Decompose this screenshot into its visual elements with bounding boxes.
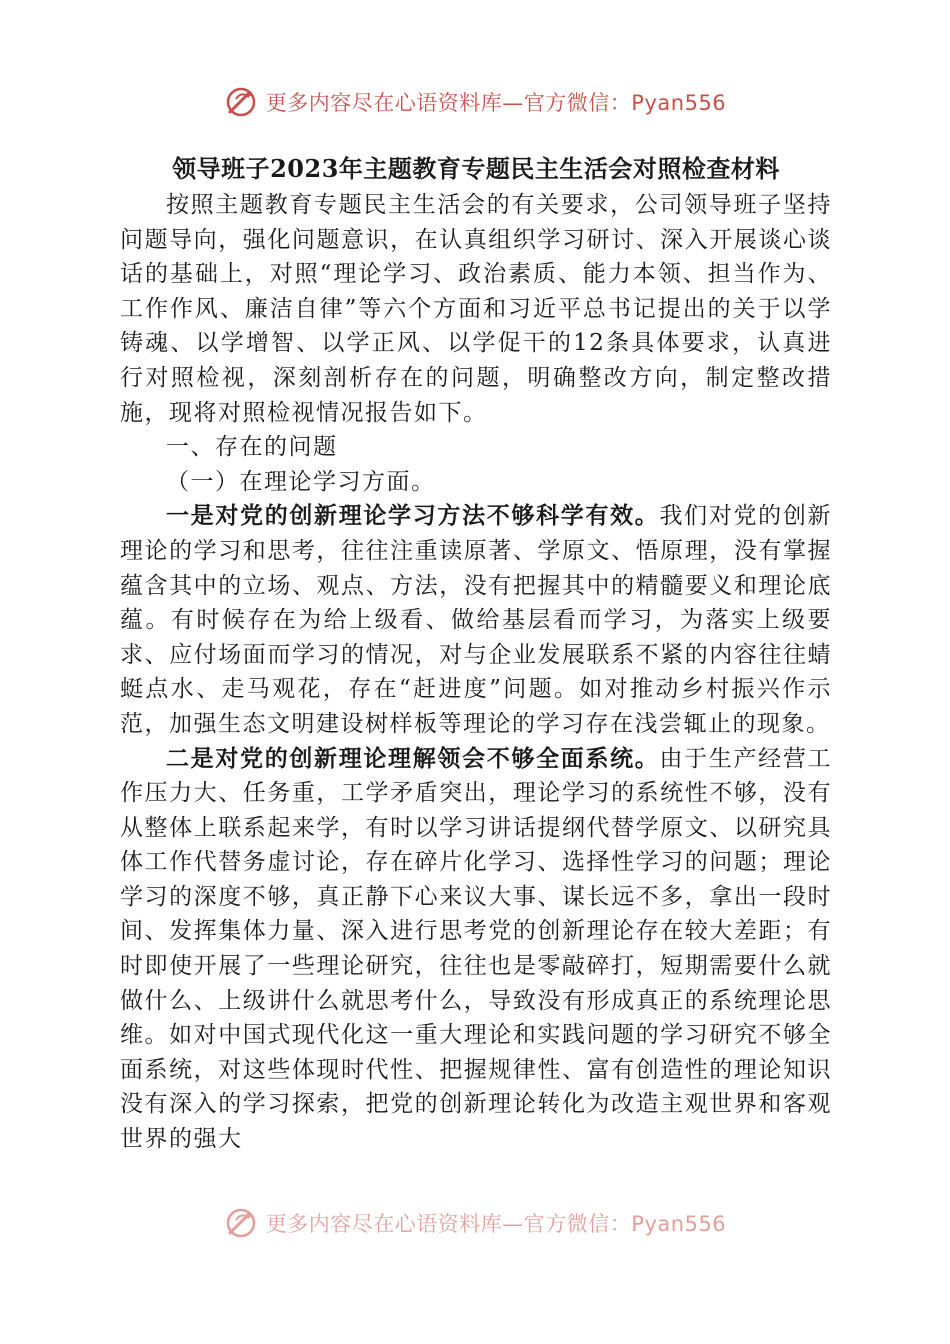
point-1-body: 我们对党的创新理论的学习和思考，往往注重读原著、学原文、悟原理，没有掌握蕴含其中的立场、观点、方法，没有把握其中的精髓要义和理论底蕴。有时候存在为给上级看、做给基层看而学习，为落实上级要求、应付场面而学习的情况，对与企业发展联系不紧的内容往往蜻蜓点水、走马观花，存在“赶进度”问题。如对推动乡村振兴作示范，加强生态文明建设树样板等理论的学习存在浅尝辄止的现象。	[120, 503, 833, 737]
point-2-body: 由于生产经营工作压力大、任务重，工学矛盾突出，理论学习的系统性不够，没有从整体上联系起来学，有时以学习讲话提纲代替学原文、以研究具体工作代替务虚讨论，存在碎片化学习、选择性学习的问题；理论学习的深度不够，真正静下心来议大事、谋长远不多，拿出一段时间、发挥集体力量、深入进行思考党的创新理论存在较大差距；有时即使开展了一些理论研究，往往也是零敲碎打，短期需要什么就做什么、上级讲什么就思考什么，导致没有形成真正的系统理论思维。如对中国式现代化这一重大理论和实践问题的学习研究不够全面系统，对这些体现时代性、把握规律性、富有创造性的理论知识没有深入的学习探索，把党的创新理论转化为改造主观世界和客观世界的强大	[120, 745, 833, 1153]
document-title: 领导班子2023年主题教育专题民主生活会对照检查材料	[172, 154, 780, 183]
point-1-paragraph	[120, 499, 832, 741]
watermark-text: 更多内容尽在心语资料库—官方微信：Pyan556	[265, 91, 727, 115]
document-body	[120, 150, 832, 1157]
intro-paragraph: 按照主题教育专题民主生活会的有关要求，公司领导班子坚持问题导向，强化问题意识，在认真组织学习研讨、深入开展谈心谈话的基础上，对照“理论学习、政治素质、能力本领、担当作为、工作作风、廉洁自律”等六个方面和习近平总书记提出的关于以学铸魂、以学增智、以学正风、以学促干的12条具体要求，认真进行对照检视，深刻剖析存在的问题，明确整改方向，制定整改措施，现将对照检视情况报告如下。	[120, 192, 832, 426]
subsection-heading-theory: （一）在理论学习方面。	[166, 468, 436, 495]
watermark-logo-icon	[224, 1206, 258, 1240]
watermark-footer	[0, 1203, 950, 1243]
watermark-header	[0, 82, 950, 122]
watermark-text: 更多内容尽在心语资料库—官方微信：Pyan556	[265, 1212, 727, 1236]
point-2-paragraph	[120, 742, 832, 1157]
section-heading-problems: 一、存在的问题	[166, 434, 338, 461]
watermark-logo-icon	[224, 85, 258, 119]
point-2-lead: 二是对党的创新理论理解领会不够全面系统。	[166, 744, 660, 772]
point-1-lead: 一是对党的创新理论学习方法不够科学有效。	[166, 502, 660, 530]
